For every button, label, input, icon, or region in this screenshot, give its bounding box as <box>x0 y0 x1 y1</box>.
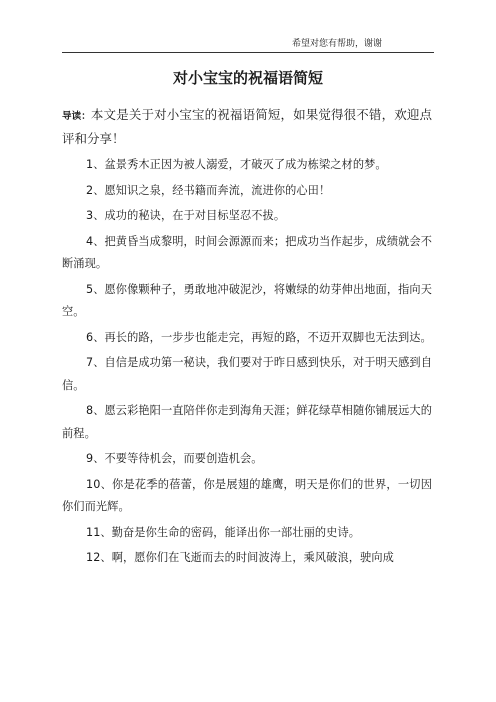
list-item: 8、愿云彩艳阳一直陪伴你走到海角天涯；鲜花绿草相随你铺展远大的前程。 <box>62 404 432 440</box>
list-item: 1、盆景秀木正因为被人溺爱，才破灭了成为栋梁之材的梦。 <box>86 158 387 171</box>
list-item: 11、勤奋是你生命的密码，能译出你一部壮丽的史诗。 <box>86 525 361 539</box>
list-item: 6、再长的路，一步步也能走完，再短的路，不迈开双脚也无法到达。 <box>86 330 432 344</box>
intro-label: 导读： <box>62 111 91 122</box>
list-item: 12、啊，愿你们在飞逝而去的时间波涛上，乘风破浪，驶向成 <box>86 551 394 564</box>
list-item: 5、愿你像颗种子，勇敢地冲破泥沙，将嫩绿的幼芽伸出地面，指向天空。 <box>62 282 432 318</box>
header-divider <box>62 52 434 53</box>
list-item: 4、把黄昏当成黎明，时间会源源而来；把成功当作起步，成绩就会不断涌现。 <box>62 234 432 270</box>
header-note: 希望对您有帮助，谢谢 <box>292 39 383 49</box>
list-item: 3、成功的秘诀，在于对目标坚忍不拔。 <box>86 209 286 222</box>
list-item: 2、愿知识之泉，经书籍而奔流，流进你的心田！ <box>86 183 331 197</box>
intro-text: 本文是关于对小宝宝的祝福语简短，如果觉得很不错，欢迎点评和分享！ <box>62 107 432 146</box>
list-item: 9、不要等待机会，而要创造机会。 <box>86 452 263 465</box>
document-title: 对小宝宝的祝福语简短 <box>172 69 323 87</box>
list-item: 10、你是花季的蓓蕾，你是展翅的雄鹰，明天是你们的世界，一切因你们而光辉。 <box>62 477 432 513</box>
intro-paragraph <box>62 104 432 150</box>
document-body <box>62 104 432 573</box>
list-item: 7、自信是成功第一秘诀，我们要对于昨日感到快乐，对于明天感到自信。 <box>62 356 432 392</box>
